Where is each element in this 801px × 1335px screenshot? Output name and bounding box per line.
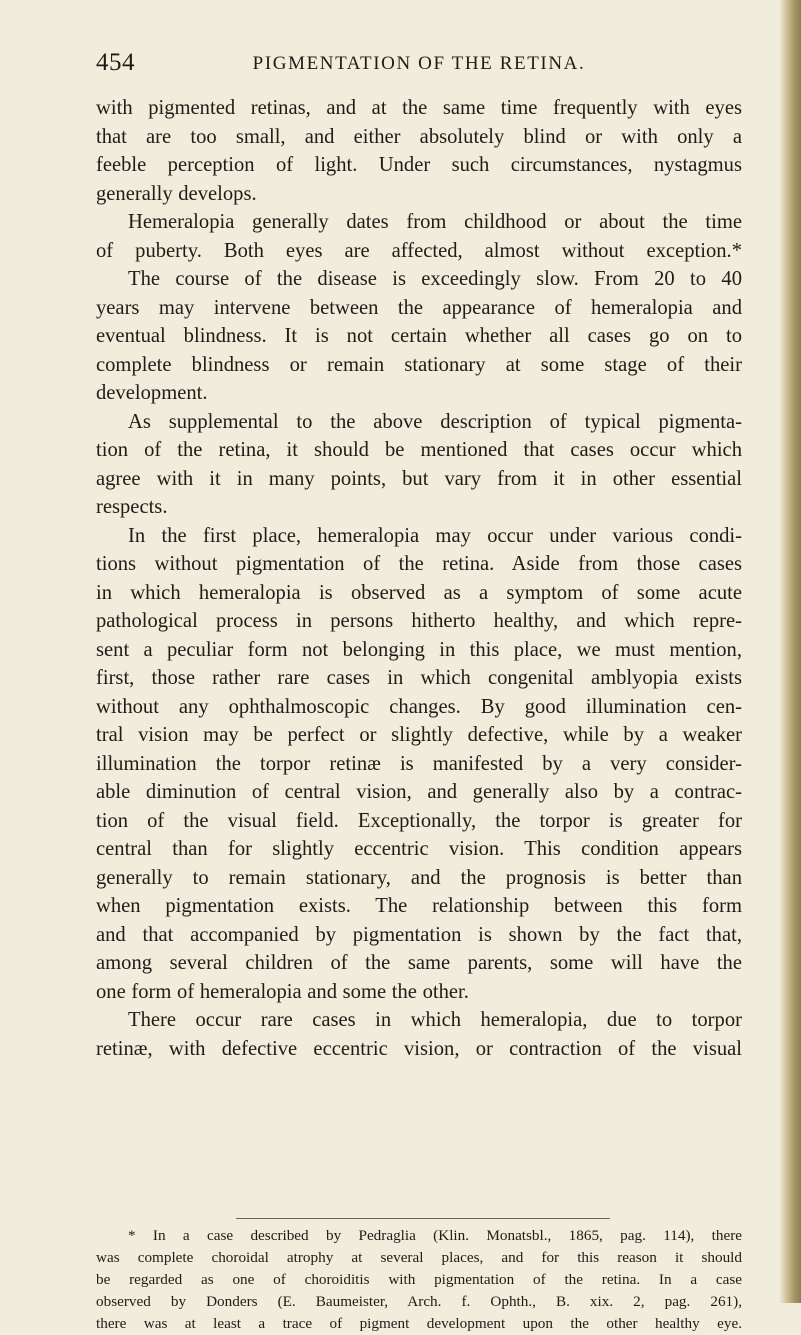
body-line: without any ophthalmoscopic changes. By good illumination cen- [96, 695, 742, 718]
body-line: pathological process in persons hitherto healthy, and which repre- [96, 610, 742, 632]
footnote-line: be regarded as one of choroiditis with pigmentation of the retina. In a case [96, 1271, 742, 1288]
body-line: years may intervene between the appearance of hemeralopia and [96, 296, 742, 319]
body-line: eventual blindness. It is not certain whether all cases go on to [96, 325, 742, 347]
body-line: The course of the disease is exceedingly slow. From 20 to 40 [128, 268, 742, 290]
body-line: among several children of the same parents, some will have the [96, 952, 742, 974]
body-line: development. [96, 382, 208, 404]
running-head: PIGMENTATION OF THE RETINA. [252, 53, 586, 74]
body-text [96, 94, 742, 1063]
body-line: one form of hemeralopia and some the other. [96, 980, 469, 1003]
page-header [96, 48, 742, 78]
footnote-line: there was at least a trace of pigment development upon the other healthy eye. [96, 1315, 742, 1332]
footnote-line: * In a case described by Pedraglia (Klin. Monatsbl., 1865, pag. 114), there [128, 1227, 742, 1244]
body-line: complete blindness or remain stationary at some stage of their [96, 353, 742, 376]
page-edge-shadow [779, 0, 801, 1303]
body-line: that are too small, and either absolutely blind or with only a [96, 125, 742, 148]
body-line: In the first place, hemeralopia may occur under various condi- [128, 524, 742, 547]
body-line: retinæ, with defective eccentric vision, or contraction of the visual [96, 1037, 742, 1060]
body-line: and that accompanied by pigmentation is shown by the fact that, [96, 923, 742, 946]
body-line: tions without pigmentation of the retina. Aside from those cases [96, 553, 742, 575]
body-line: able diminution of central vision, and generally also by a contrac- [96, 781, 742, 803]
body-line: generally to remain stationary, and the prognosis is better than [96, 866, 742, 889]
body-line: feeble perception of light. Under such circumstances, nystagmus [96, 154, 742, 176]
body-line: There occur rare cases in which hemeralopia, due to torpor [128, 1009, 742, 1031]
body-line: when pigmentation exists. The relationship between this form [96, 895, 742, 917]
body-line: generally develops. [96, 182, 257, 205]
body-line: in which hemeralopia is observed as a symptom of some acute [96, 581, 742, 604]
body-line: respects. [96, 496, 168, 518]
body-line: illumination the torpor retinæ is manifested by a very consider- [96, 752, 742, 775]
body-line: central than for slightly eccentric vision. This condition appears [96, 838, 742, 860]
body-line: tion of the retina, it should be mentioned that cases occur which [96, 439, 742, 461]
body-line: sent a peculiar form not belonging in this place, we must mention, [96, 638, 742, 661]
body-line: agree with it in many points, but vary from it in other essential [96, 467, 742, 490]
body-line: with pigmented retinas, and at the same time frequently with eyes [96, 97, 742, 119]
body-line: tion of the visual field. Exceptionally, the torpor is greater for [96, 809, 742, 832]
page-number: 454 [96, 49, 135, 76]
body-line: As supplemental to the above description of typical pigmenta- [128, 410, 742, 433]
body-line: first, those rather rare cases in which congenital amblyopia exists [96, 667, 742, 689]
body-line: of puberty. Both eyes are affected, almost without exception.* [96, 239, 742, 262]
body-line: Hemeralopia generally dates from childhood or about the time [128, 211, 742, 233]
footnote [96, 1225, 742, 1335]
footnote-divider [236, 1218, 610, 1219]
body-line: tral vision may be perfect or slightly defective, while by a weaker [96, 724, 742, 746]
footnote-line: was complete choroidal atrophy at several places, and for this reason it should [96, 1249, 742, 1266]
footnote-line: observed by Donders (E. Baumeister, Arch. f. Ophth., B. xix. 2, pag. 261), [96, 1293, 742, 1310]
